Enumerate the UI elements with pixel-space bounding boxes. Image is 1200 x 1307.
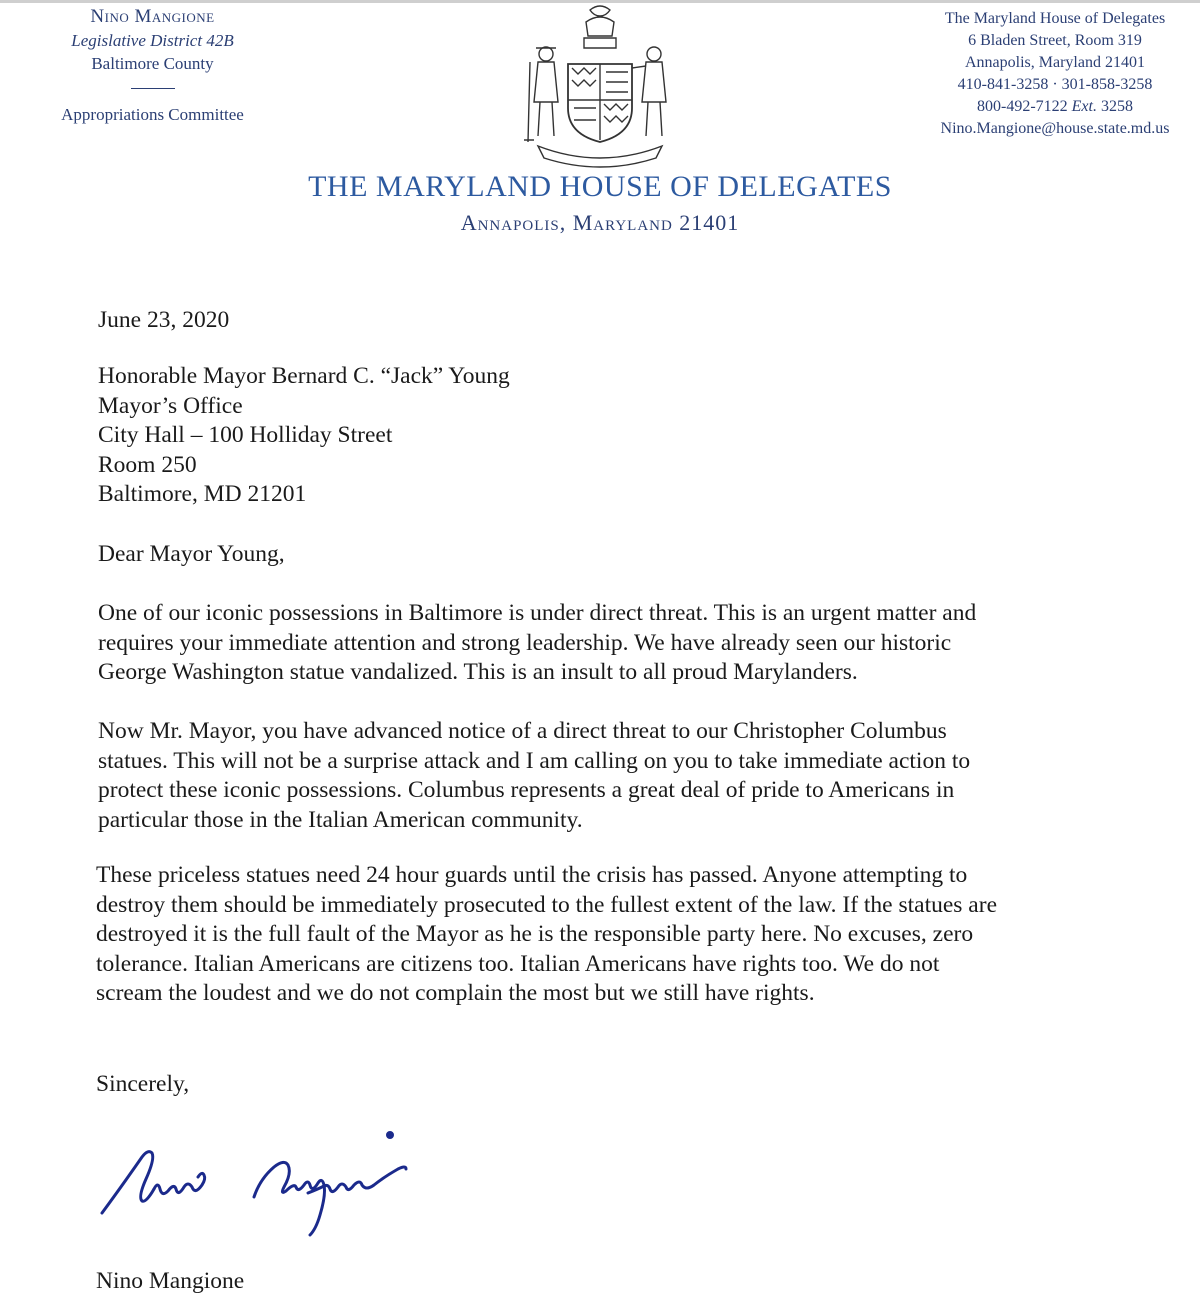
letter-date: June 23, 2020 xyxy=(98,307,230,333)
paragraph-line: These priceless statues need 24 hour guards until the crisis has passed. Anyone attempting to xyxy=(96,862,968,888)
paragraph-line: statues. This will not be a surprise attack and I am calling on you to take immediate action to xyxy=(98,747,971,774)
paragraph-line: George Washington statue vandalized. This is an insult to all proud Marylanders. xyxy=(98,659,858,685)
signer-name: Nino Mangione xyxy=(96,1268,245,1294)
recipient-line: City Hall – 100 Holliday Street xyxy=(98,422,393,448)
house-city: Annapolis, Maryland 21401 xyxy=(460,210,740,235)
maryland-seal-icon xyxy=(520,2,680,170)
office-email: Nino.Mangione@house.state.md.us xyxy=(940,120,1170,137)
legislative-district: Legislative District 42B xyxy=(71,31,234,50)
delegate-name: Nino Mangione xyxy=(90,6,215,27)
house-title: THE MARYLAND HOUSE OF DELEGATES xyxy=(308,170,892,203)
letterhead-left xyxy=(30,6,275,125)
recipient-address xyxy=(98,362,510,510)
handwritten-signature xyxy=(96,1125,456,1240)
letterhead-right xyxy=(920,8,1190,140)
office-phones: 410-841-3258 · 301-858-3258 xyxy=(957,76,1153,93)
salutation: Dear Mayor Young, xyxy=(98,541,285,567)
ext-label: Ext. xyxy=(1071,98,1097,115)
paragraph-line: One of our iconic possessions in Baltimore is under direct threat. This is an urgent matter and xyxy=(98,600,977,626)
office-city: Annapolis, Maryland 21401 xyxy=(965,54,1145,71)
paragraph-line: Now Mr. Mayor, you have advanced notice of a direct threat to our Christopher Columbus xyxy=(98,718,947,744)
paragraph-line: destroy them should be immediately prosecuted to the fullest extent of the law. If the statues are xyxy=(96,891,997,918)
closing: Sincerely, xyxy=(96,1071,190,1097)
ext-number: 3258 xyxy=(1100,98,1133,115)
paragraph-line: protect these iconic possessions. Columbus represents a great deal of pride to Americans in xyxy=(98,777,955,803)
office-street: 6 Bladen Street, Room 319 xyxy=(968,32,1142,49)
paragraph-1 xyxy=(98,599,1098,688)
paragraph-line: particular those in the Italian American community. xyxy=(98,806,583,833)
recipient-line: Baltimore, MD 21201 xyxy=(98,481,307,507)
paragraph-3 xyxy=(96,861,1106,1009)
tollfree-number: 800-492-7122 xyxy=(977,98,1068,115)
office-name: The Maryland House of Delegates xyxy=(944,10,1166,27)
paragraph-line: tolerance. Italian Americans are citizens too. Italian Americans have rights too. We do not xyxy=(96,950,940,977)
office-tollfree xyxy=(920,96,1190,118)
paragraph-line: scream the loudest and we do not complain the most but we still have rights. xyxy=(96,980,815,1006)
recipient-line: Room 250 xyxy=(98,451,197,478)
paragraph-line: destroyed it is the full fault of the Mayor as he is the responsible party here. No excuses, zero xyxy=(96,921,974,947)
county: Baltimore County xyxy=(91,54,214,73)
committee: Appropriations Committee xyxy=(61,105,244,124)
letterhead-divider xyxy=(131,88,175,89)
paragraph-2 xyxy=(98,717,1098,835)
recipient-line: Mayor’s Office xyxy=(98,392,243,419)
recipient-line: Honorable Mayor Bernard C. “Jack” Young xyxy=(98,363,510,389)
paragraph-line: requires your immediate attention and strong leadership. We have already seen our historic xyxy=(98,629,952,656)
